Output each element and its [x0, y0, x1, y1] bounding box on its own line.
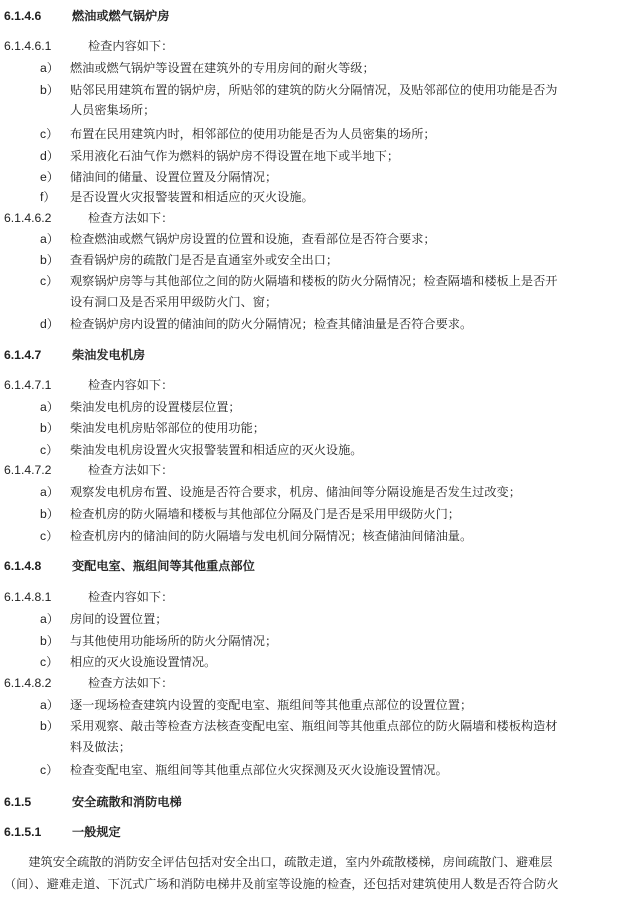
list-item-continuation: 设有洞口及是否采用甲级防火门、窗； [70, 295, 278, 309]
list-item: b） 查看锅炉房的疏散门是否是直通室外或安全出口； [40, 253, 339, 267]
subsection-heading: 6.1.4.8.1 检查内容如下： [4, 590, 174, 604]
paragraph-line: （间）、避难走道、下沉式广场和消防电梯井及前室等设施的检查，还包括对建筑使用人数是否符合防火 [4, 877, 559, 891]
list-item: a） 柴油发电机房的设置楼层位置； [40, 400, 241, 414]
subsection-heading: 6.1.4.7.2 检查方法如下： [4, 463, 174, 477]
list-item-continuation: 人员密集场所； [70, 103, 156, 117]
list-item: a） 燃油或燃气锅炉等设置在建筑外的专用房间的耐火等级； [40, 61, 375, 75]
list-item: c） 柴油发电机房设置火灾报警装置和相适应的灭火设施。 [40, 443, 363, 457]
list-item: c） 布置在民用建筑内时，相邻部位的使用功能是否为人员密集的场所； [40, 127, 436, 141]
section-heading: 6.1.5.1 一般规定 [4, 825, 121, 839]
list-item: d） 采用液化石油气作为燃料的锅炉房不得设置在地下或半地下； [40, 149, 400, 163]
list-item: e） 储油间的储量、设置位置及分隔情况； [40, 170, 278, 184]
subsection-heading: 6.1.4.6.2 检查方法如下： [4, 211, 174, 225]
list-item: a） 观察发电机房布置、设施是否符合要求，机房、储油间等分隔设施是否发生过改变； [40, 485, 521, 499]
list-item: b） 检查机房的防火隔墙和楼板与其他部位分隔及门是否是采用甲级防火门； [40, 507, 460, 521]
list-item: b） 采用观察、敲击等检查方法核查变配电室、瓶组间等其他重点部位的防火隔墙和楼板构造材 [40, 719, 558, 733]
list-item: c） 检查变配电室、瓶组间等其他重点部位火灾探测及灭火设施设置情况。 [40, 763, 448, 777]
section-heading: 6.1.4.7 柴油发电机房 [4, 348, 146, 362]
section-heading: 6.1.4.6 燃油或燃气锅炉房 [4, 9, 170, 23]
list-item: a） 检查燃油或燃气锅炉房设置的位置和设施，查看部位是否符合要求； [40, 232, 436, 246]
list-item: c） 检查机房内的储油间的防火隔墙与发电机间分隔情况；核查储油间储油量。 [40, 529, 473, 543]
paragraph-line: 建筑安全疏散的消防安全评估包括对安全出口，疏散走道，室内外疏散楼梯，房间疏散门、避难层 [4, 855, 553, 869]
section-heading: 6.1.4.8 变配电室、瓶组间等其他重点部位 [4, 559, 255, 573]
list-item: b） 贴邻民用建筑布置的锅炉房，所贴邻的建筑的防火分隔情况，及贴邻部位的使用功能是否为 [40, 83, 558, 97]
list-item: f） 是否设置火灾报警装置和相适应的灭火设施。 [40, 190, 314, 204]
subsection-heading: 6.1.4.6.1 检查内容如下： [4, 39, 174, 53]
list-item: c） 观察锅炉房等与其他部位之间的防火隔墙和楼板的防火分隔情况；检查隔墙和楼板上是否开 [40, 274, 558, 288]
section-heading: 6.1.5 安全疏散和消防电梯 [4, 795, 182, 809]
list-item-continuation: 料及做法； [70, 740, 131, 754]
list-item: c） 相应的灭火设施设置情况。 [40, 655, 217, 669]
list-item: d） 检查锅炉房内设置的储油间的防火分隔情况；检查其储油量是否符合要求。 [40, 317, 473, 331]
subsection-heading: 6.1.4.7.1 检查内容如下： [4, 378, 174, 392]
list-item: b） 柴油发电机房贴邻部位的使用功能； [40, 421, 265, 435]
list-item: b） 与其他使用功能场所的防火分隔情况； [40, 634, 278, 648]
list-item: a） 逐一现场检查建筑内设置的变配电室、瓶组间等其他重点部位的设置位置； [40, 698, 473, 712]
list-item: a） 房间的设置位置； [40, 612, 168, 626]
subsection-heading: 6.1.4.8.2 检查方法如下： [4, 676, 174, 690]
